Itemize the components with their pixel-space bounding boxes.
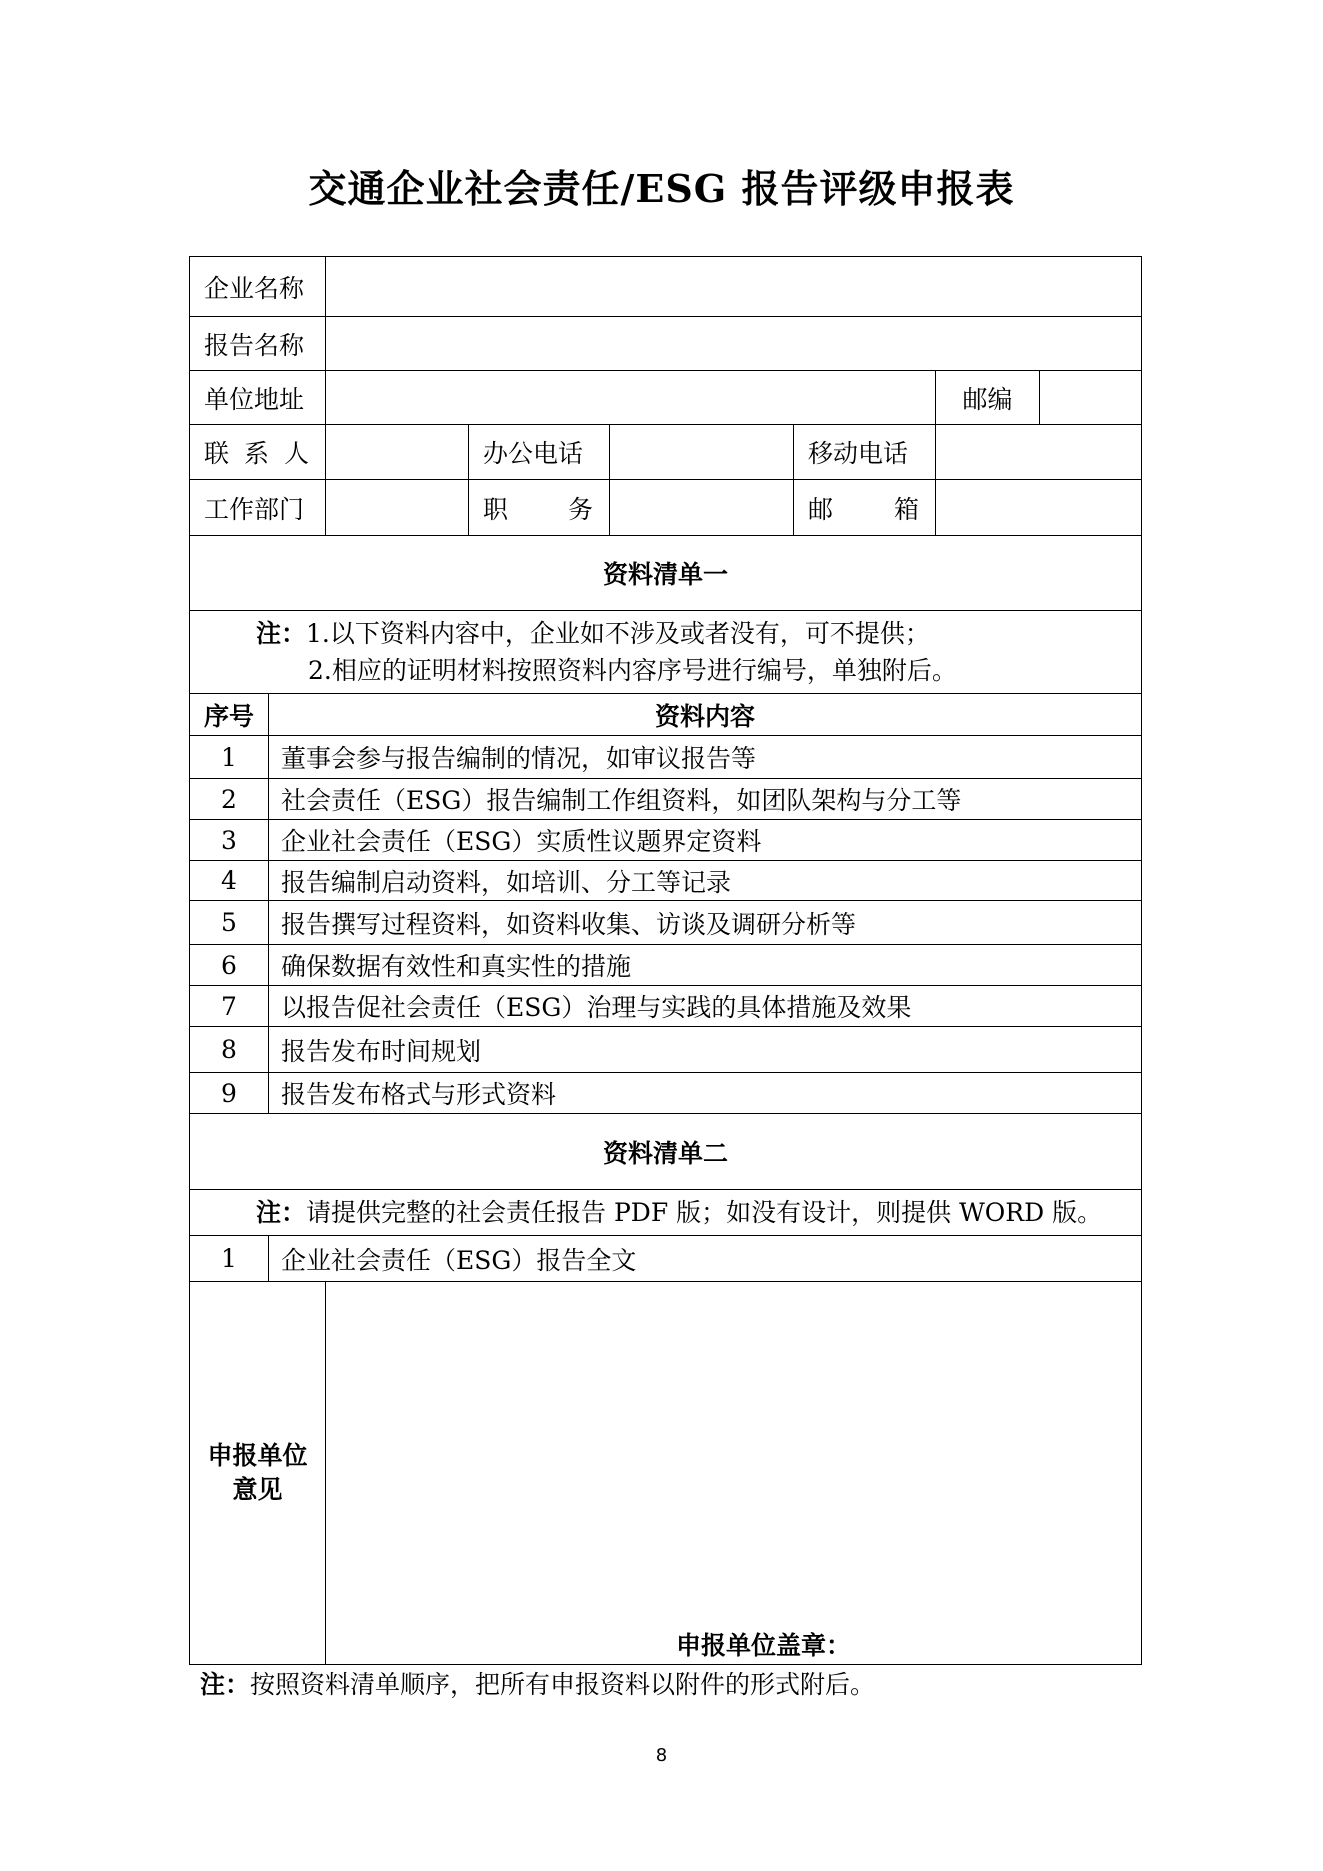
item-number: 5	[190, 901, 269, 945]
list2-note-text: 请提供完整的社会责任报告 PDF 版；如没有设计，则提供 WORD 版。	[306, 1198, 1103, 1227]
list2-note	[190, 1190, 1142, 1236]
opinion-row	[190, 1282, 1142, 1665]
row-report-name	[190, 317, 1142, 371]
item-number: 7	[190, 986, 269, 1027]
item-number: 1	[190, 736, 269, 779]
footnote-label: 注：	[200, 1670, 251, 1699]
item-number: 3	[190, 820, 269, 861]
item-number: 1	[190, 1236, 269, 1282]
table-row	[190, 1027, 1142, 1073]
table-row	[190, 901, 1142, 945]
item-number: 2	[190, 779, 269, 820]
position-label-char-2: 务	[568, 494, 594, 524]
row-department	[190, 480, 1142, 536]
report-name-input-cell[interactable]	[326, 317, 1142, 371]
email-input-cell[interactable]	[936, 480, 1142, 536]
list1-note-label: 注：	[256, 619, 307, 648]
company-name-input-cell[interactable]	[326, 257, 1142, 317]
table-row	[190, 861, 1142, 901]
item-text: 报告编制启动资料，如培训、分工等记录	[269, 861, 1142, 901]
contact-input-cell[interactable]	[326, 425, 469, 480]
contact-label-char-2: 系	[244, 439, 270, 468]
list2-heading: 资料清单二	[190, 1114, 1142, 1190]
item-text: 企业社会责任（ESG）实质性议题界定资料	[269, 820, 1142, 861]
row-company-name	[190, 257, 1142, 317]
contact-label-char-1: 联	[204, 439, 230, 468]
item-number: 6	[190, 945, 269, 986]
item-number: 9	[190, 1073, 269, 1114]
list1-header-row	[190, 694, 1142, 736]
application-form-table	[189, 256, 1142, 1665]
address-label: 单位地址	[190, 371, 326, 425]
list2-heading-row	[190, 1114, 1142, 1190]
list1-note-row	[190, 611, 1142, 694]
item-text: 董事会参与报告编制的情况，如审议报告等	[269, 736, 1142, 779]
email-label	[794, 480, 936, 536]
item-number: 4	[190, 861, 269, 901]
table-row	[190, 779, 1142, 820]
list2-note-label: 注：	[256, 1198, 307, 1227]
position-input-cell[interactable]	[610, 480, 794, 536]
email-label-char-1: 邮	[808, 494, 834, 524]
row-address	[190, 371, 1142, 425]
list1-note	[190, 611, 1142, 694]
item-text: 报告发布时间规划	[269, 1027, 1142, 1073]
contact-label	[190, 425, 326, 480]
opinion-label	[190, 1282, 326, 1665]
table-row	[190, 736, 1142, 779]
item-text: 企业社会责任（ESG）报告全文	[269, 1236, 1142, 1282]
office-phone-label: 办公电话	[469, 425, 610, 480]
item-text: 报告发布格式与形式资料	[269, 1073, 1142, 1114]
col-content-header: 资料内容	[269, 694, 1142, 736]
email-label-char-2: 箱	[894, 494, 920, 524]
list1-note-line1: 1.以下资料内容中，企业如不涉及或者没有，可不提供；	[306, 619, 930, 648]
table-row	[190, 1236, 1142, 1282]
footnote	[200, 1665, 875, 1701]
table-row	[190, 1073, 1142, 1114]
address-input-cell[interactable]	[326, 371, 936, 425]
position-label	[469, 480, 610, 536]
item-text: 以报告促社会责任（ESG）治理与实践的具体措施及效果	[269, 986, 1142, 1027]
contact-label-char-3: 人	[284, 439, 310, 468]
table-row	[190, 986, 1142, 1027]
table-row	[190, 820, 1142, 861]
mobile-phone-label: 移动电话	[794, 425, 936, 480]
list1-heading-row	[190, 536, 1142, 611]
item-text: 确保数据有效性和真实性的措施	[269, 945, 1142, 986]
postcode-label: 邮编	[936, 371, 1040, 425]
col-seq-header: 序号	[190, 694, 269, 736]
opinion-label-line1: 申报单位	[207, 1441, 308, 1470]
page-title: 交通企业社会责任/ESG 报告评级申报表	[308, 166, 1015, 211]
opinion-input-cell[interactable]	[326, 1282, 1142, 1665]
item-text: 社会责任（ESG）报告编制工作组资料，如团队架构与分工等	[269, 779, 1142, 820]
list1-heading: 资料清单一	[190, 536, 1142, 611]
report-name-label: 报告名称	[190, 317, 326, 371]
table-row	[190, 945, 1142, 986]
mobile-phone-input-cell[interactable]	[936, 425, 1142, 480]
office-phone-input-cell[interactable]	[610, 425, 794, 480]
department-label: 工作部门	[190, 480, 326, 536]
item-number: 8	[190, 1027, 269, 1073]
row-contact	[190, 425, 1142, 480]
postcode-input-cell[interactable]	[1040, 371, 1142, 425]
page-number: 8	[655, 1745, 668, 1766]
opinion-label-line2: 意见	[232, 1475, 283, 1504]
item-text: 报告撰写过程资料，如资料收集、访谈及调研分析等	[269, 901, 1142, 945]
footnote-text: 按照资料清单顺序，把所有申报资料以附件的形式附后。	[250, 1670, 876, 1699]
list1-note-line2: 2.相应的证明材料按照资料内容序号进行编号，单独附后。	[308, 656, 957, 685]
company-name-label: 企业名称	[190, 257, 326, 317]
department-input-cell[interactable]	[326, 480, 469, 536]
list2-note-row	[190, 1190, 1142, 1236]
stamp-label: 申报单位盖章：	[676, 1631, 852, 1660]
position-label-char-1: 职	[483, 494, 509, 524]
